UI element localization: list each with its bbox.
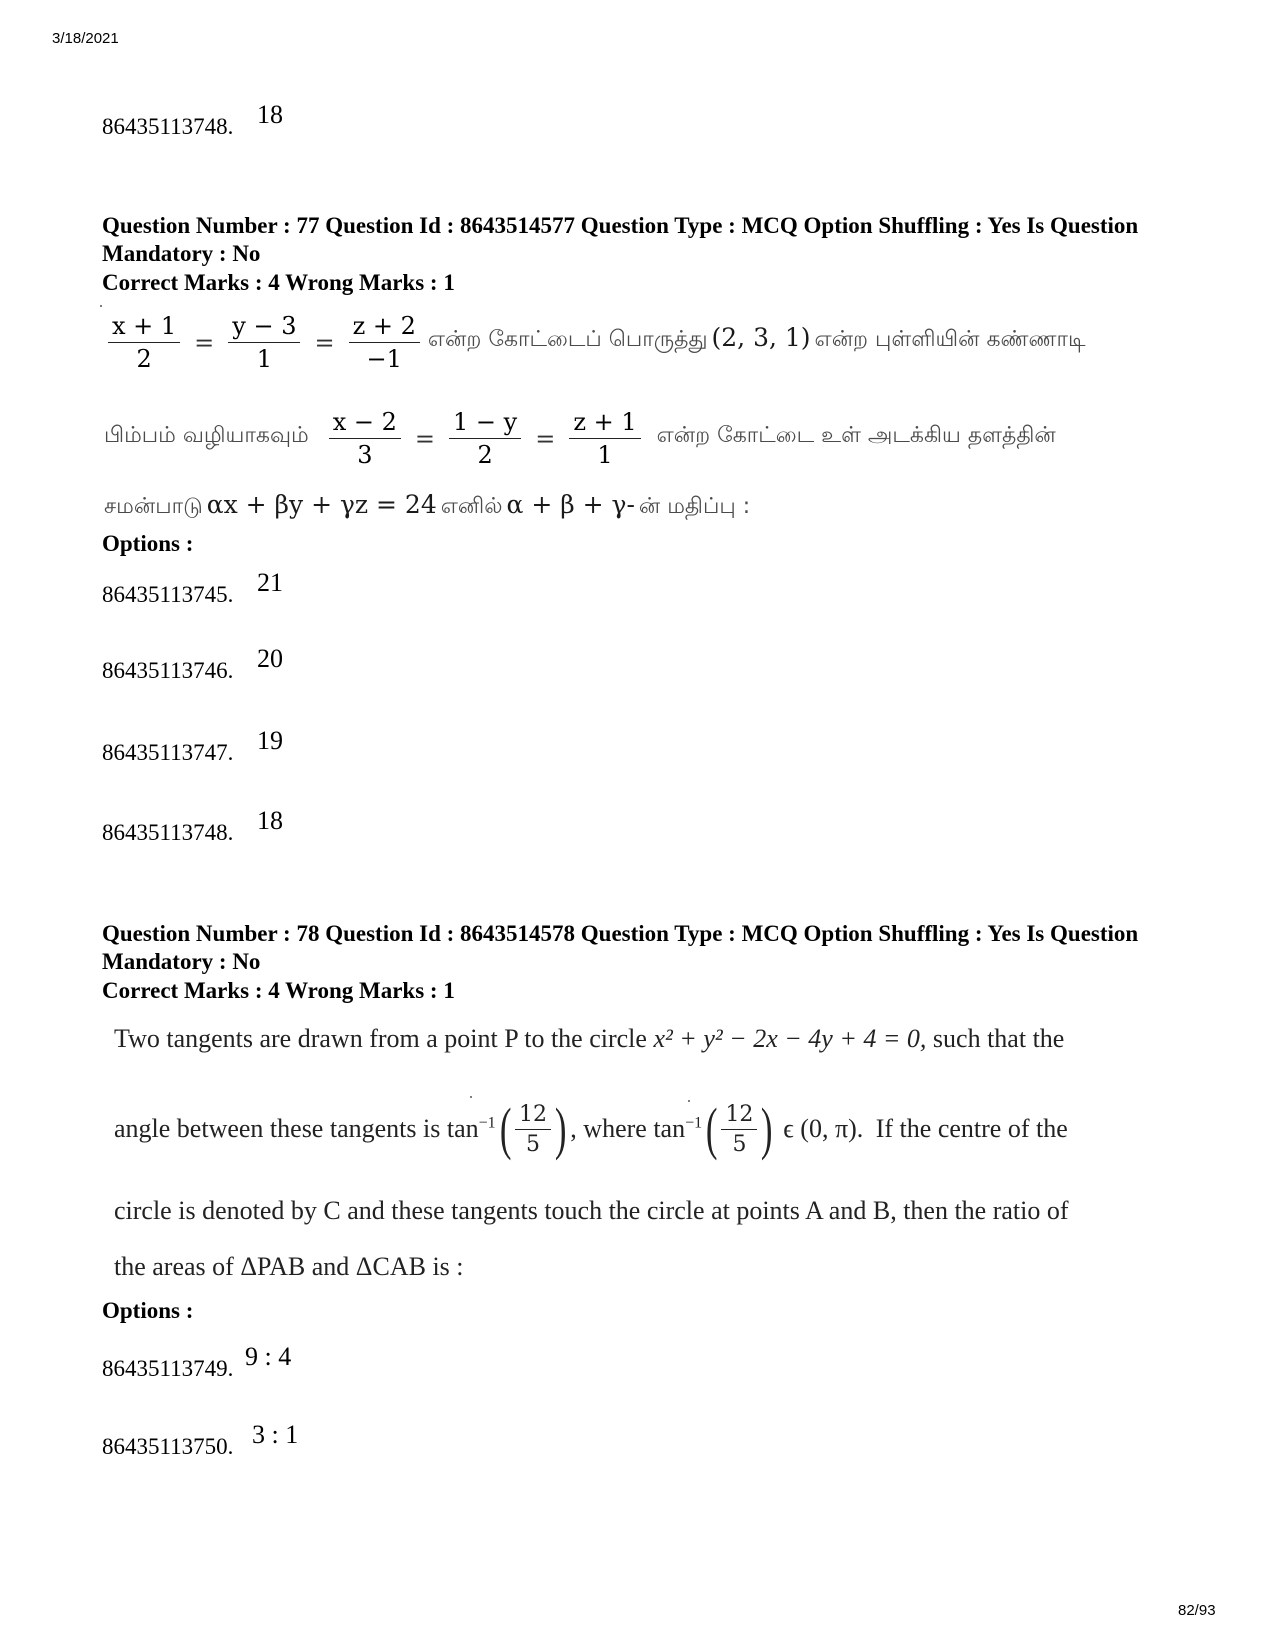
- q77-marks: Correct Marks : 4 Wrong Marks : 1: [102, 270, 455, 295]
- q78-text-line-1: Two tangents are drawn from a point P to the circle x² + y² − 2x − 4y + 4 = 0, such that the: [114, 1024, 1065, 1053]
- fraction: $\frac{x - 2}{3}$: [329, 408, 401, 469]
- option-value: 18: [257, 806, 283, 835]
- fraction: $\frac{1 - y}{2}$: [449, 408, 521, 469]
- option-id: 86435113745.: [102, 582, 234, 607]
- option-id: 86435113750.: [102, 1434, 234, 1459]
- q77-text-line-3: சமன்பாடு αx + βy + γz = 24 எனில் α + β + γ- ன் மதிப்பு :: [104, 490, 751, 519]
- stray-dot: [470, 1096, 472, 1098]
- option-value: 3 : 1: [252, 1420, 299, 1449]
- q78-text-line-2: angle between these tangents is $\tan^{-1}$( $\frac{12}{5}$ ) , where $\tan^{-1}$( $\frac{12}{5}$ ) ϵ (0, π). If the centre of the: [114, 1096, 1068, 1161]
- q77-text-line-2: பிம்பம் வழியாகவும் $\frac{x - 2}{3}$ = $\frac{1 - y}{2}$ = $\frac{z + 1}{1}$ என்ற கோட்டை உள் அடக்கிய தளத்தின்: [104, 408, 1056, 469]
- option-value: 19: [257, 726, 283, 755]
- option-id: 86435113748.: [102, 114, 234, 139]
- q78-marks: Correct Marks : 4 Wrong Marks : 1: [102, 978, 455, 1003]
- fraction: $\frac{12}{5}$: [515, 1102, 551, 1157]
- q78-header: Question Number : 78 Question Id : 8643514578 Question Type : MCQ Option Shuffling : Yes Is Question Mandatory : No: [102, 921, 1139, 974]
- option-id: 86435113747.: [102, 740, 234, 765]
- q78-options-label: Options :: [102, 1298, 194, 1323]
- print-date: 3/18/2021: [52, 30, 119, 47]
- option-id: 86435113746.: [102, 658, 234, 683]
- inverse-tan: $\tan^{-1}$: [446, 1114, 496, 1143]
- fraction: $\frac{z + 2}{-1}$: [349, 312, 420, 373]
- fraction: $\frac{y - 3}{1}$: [228, 312, 300, 373]
- page-number: 82/93: [1178, 1602, 1216, 1619]
- inverse-tan: $\tan^{-1}$: [653, 1114, 703, 1143]
- option-value: 18: [257, 100, 283, 129]
- option-value: 21: [257, 568, 283, 597]
- q77-text-line-1: $\frac{x + 1}{2}$ = $\frac{y - 3}{1}$ = $\frac{z + 2}{-1}$ என்ற கோட்டைப் பொருத்து (2, 3, 1) என்ற புள்ளியின் கண்ணாடி: [104, 312, 1086, 373]
- fraction: $\frac{12}{5}$: [721, 1102, 757, 1157]
- fraction: $\frac{z + 1}{1}$: [569, 408, 640, 469]
- option-value: 20: [257, 644, 283, 673]
- q78-text-line-3: circle is denoted by C and these tangents touch the circle at points A and B, then the ratio of: [114, 1196, 1069, 1225]
- option-id: 86435113749.: [102, 1356, 234, 1381]
- option-value: 9 : 4: [245, 1342, 292, 1371]
- option-id: 86435113748.: [102, 820, 234, 845]
- q77-options-label: Options :: [102, 531, 194, 556]
- fraction: $\frac{x + 1}{2}$: [108, 312, 180, 373]
- q78-text-line-4: the areas of ΔPAB and ΔCAB is :: [114, 1252, 464, 1281]
- q77-header: Question Number : 77 Question Id : 8643514577 Question Type : MCQ Option Shuffling : Yes Is Question Mandatory : No: [102, 213, 1139, 266]
- stray-dot: [100, 305, 102, 307]
